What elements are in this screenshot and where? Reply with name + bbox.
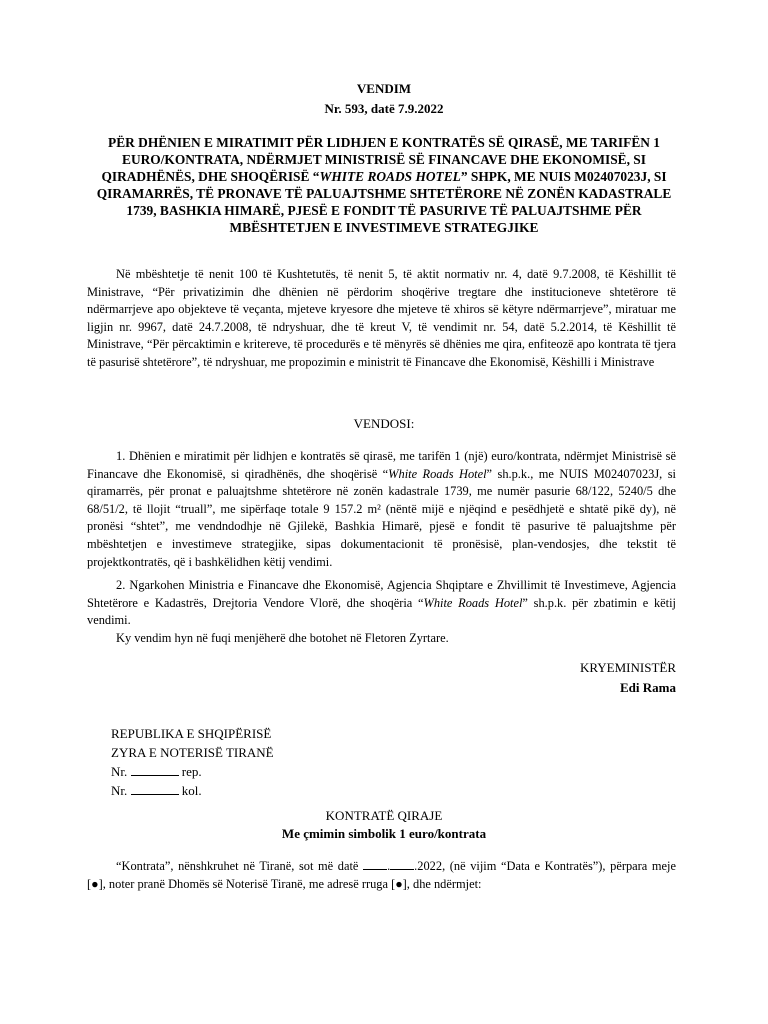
decision-title: VENDIM bbox=[356, 81, 412, 96]
rep-number-blank bbox=[131, 764, 179, 776]
closing-sentence: Ky vendim hyn në fuqi menjëherë dhe botohet në Fletoren Zyrtare. bbox=[116, 631, 449, 645]
subject-company-name: WHITE ROADS HOTEL bbox=[319, 169, 461, 184]
kol-number-blank bbox=[131, 783, 179, 795]
subject-text-2: ” SHPK, ME NUIS M02407023J, SI QIRAMARRËS, TË PRONAVE TË PALUAJTSHME SHTETËRORE NË ZONËN KADASTRALE 1739, BASHKIA HIMARË, PJESË E FONDIT TË PASURIVE TË PALUAJTSHME PËR MBËSHTETJEN E INVESTIMEVE STRATEGJIKE bbox=[96, 169, 672, 235]
registry-rep-line: Nr. rep. bbox=[111, 764, 202, 779]
contract-title: KONTRATË QIRAJE bbox=[325, 808, 443, 823]
decision-number: Nr. 593, datë 7.9.2022 bbox=[324, 101, 444, 116]
preamble-paragraph: Në mbështetje të nenit 100 të Kushtetutës, të nenit 5, të aktit normativ nr. 4, datë 9.7.2008, të Këshillit të Ministrave, “Për privatizimin dhe dhënien në përdorim shoqërive tregtare dhe institucioneve shtetërore të ndërmarrjeve apo objekteve të veçanta, mjeteve kryesore dhe mjeteve të xhiros së këtyre ndërmarrjeve”, miratuar me ligjin nr. 9967, datë 24.7.2008, të ndryshuar, dhe të kreut V, të vendimit nr. 54, datë 5.2.2014, të Këshillit të Ministrave, “Për përcaktimin e kritereve, të procedurës e të mënyrës së dhënies me qira, enfiteozë apo kontrata të tjera të pasurisë shtetërore”, të ndryshuar, me propozimin e ministrit të Financave dhe Ekonomisë, Këshilli i Ministrave bbox=[87, 267, 676, 369]
signature-name: Edi Rama bbox=[620, 680, 676, 695]
day-blank bbox=[363, 858, 387, 870]
signature-role: KRYEMINISTËR bbox=[579, 660, 676, 675]
point2-company-name: White Roads Hotel bbox=[423, 595, 523, 610]
registry-kol-line: Nr. kol. bbox=[111, 783, 202, 798]
point2-text-2: ” sh.p.k. për zbatimin e këtij vendimi. bbox=[87, 595, 676, 628]
point2-text-1: 2. Ngarkohen Ministria e Financave dhe Ekonomisë, Agjencia Shqiptare e Zhvillimit të Investimeve, Agjencia Shtetërore e Kadastrës, Drejtoria Vendore Vlorë, dhe shoqëria “ bbox=[87, 578, 676, 610]
decision-subject bbox=[86, 134, 682, 236]
point1-text-1: 1. Dhënien e miratimit për lidhjen e kontratës së qirasë, me tarifën 1 (një) euro/kontrata, ndërmjet Ministrisë së Financave dhe Ekonomisë, si qiradhënës, dhe shoqërisë “ bbox=[87, 449, 676, 481]
decision-point-2 bbox=[87, 577, 676, 630]
notary-registry-block bbox=[111, 724, 274, 800]
registry-office: ZYRA E NOTERISË TIRANË bbox=[111, 745, 274, 760]
contract-intro: “Kontrata”, nënshkruhet në Tiranë, sot më datë . .2022, (në vijim “Data e Kontratës”), përpara meje [●], noter pranë Dhomës së Noterisë Tiranë, me adresë rruga [●], dhe ndërmjet: bbox=[87, 859, 676, 891]
subject-text-1: PËR DHËNIEN E MIRATIMIT PËR LIDHJEN E KONTRATËS SË QIRASË, ME TARIFËN 1 EURO/KONTRATA, NDËRMJET MINISTRISË SË FINANCAVE DHE EKONOMISË, SI QIRADHËNËS, DHE SHOQËRISË “ bbox=[101, 135, 660, 184]
point1-text-2: ” sh.p.k., me NUIS M02407023J, si qiramarrës, për pronat e paluajtshme shtetërore në zonën kadastrale 1739, me numër pasurie 68/122, 5240/5 dhe 68/51/2, të llojit “truall”, me sipërfaqe totale 9 157.2 m² (nëntë mijë e njëqind e pesëdhjetë e shtatë pikë dy), në pronësi “shtet”, me vendndodhje në Gjilekë, Bashkia Himarë, pjesë e fondit të pasurive të paluajtshme për mbështetjen e investimeve strategjike, sipas dokumentacionit të pronësisë, plan-vendosjes, dhe tekstit të projektkontratës, që i bashkëlidhen këtij vendimi. bbox=[87, 466, 676, 569]
month-blank bbox=[390, 858, 414, 870]
registry-country: REPUBLIKA E SHQIPËRISË bbox=[111, 726, 272, 741]
decides-heading: VENDOSI: bbox=[353, 416, 415, 431]
decision-point-1 bbox=[87, 448, 676, 571]
point1-company-name: White Roads Hotel bbox=[388, 466, 487, 481]
contract-subtitle: Me çmimin simbolik 1 euro/kontrata bbox=[281, 826, 487, 841]
